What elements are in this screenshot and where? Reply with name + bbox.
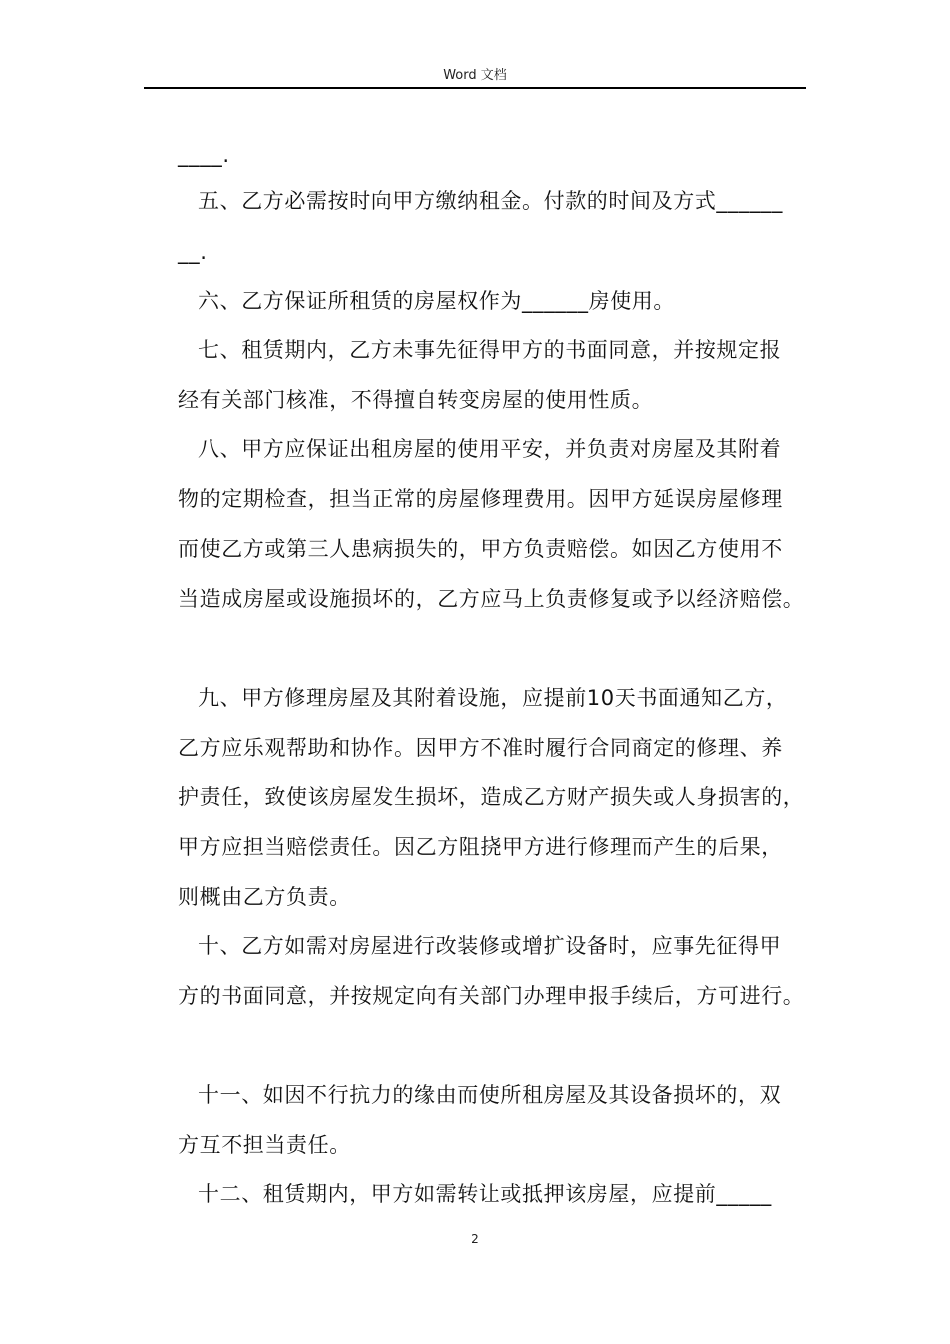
text-line: 则概由乙方负责。 xyxy=(178,885,351,909)
text-line: 护责任，致使该房屋发生损坏，造成乙方财产损失或人身损害的， xyxy=(178,785,805,809)
page-number: 2 xyxy=(471,1232,479,1246)
text-line: 十二、租赁期内，甲方如需转让或抵押该房屋，应提前_____ xyxy=(198,1182,772,1206)
text-line: ____. xyxy=(178,143,230,167)
text-line: 九、甲方修理房屋及其附着设施，应提前10天书面通知乙方， xyxy=(198,686,788,710)
text-line: 六、乙方保证所租赁的房屋权作为______房使用。 xyxy=(198,289,675,313)
text-line: 方互不担当责任。 xyxy=(178,1133,351,1157)
text-line: 而使乙方或第三人患病损失的，甲方负责赔偿。如因乙方使用不 xyxy=(178,537,783,561)
text-line: 当造成房屋或设施损坏的，乙方应马上负责修复或予以经济赔偿。 xyxy=(178,587,805,611)
text-line: 十、乙方如需对房屋进行改装修或增扩设备时，应事先征得甲 xyxy=(198,934,782,958)
page-header-title: Word 文档 xyxy=(443,68,507,83)
text-line: 甲方应担当赔偿责任。因乙方阻挠甲方进行修理而产生的后果， xyxy=(178,835,783,859)
text-line: 八、甲方应保证出租房屋的使用平安，并负责对房屋及其附着 xyxy=(198,437,782,461)
text-line: __. xyxy=(178,240,208,264)
text-line: 物的定期检查，担当正常的房屋修理费用。因甲方延误房屋修理 xyxy=(178,487,783,511)
text-line: 经有关部门核准，不得擅自转变房屋的使用性质。 xyxy=(178,388,654,412)
text-line: 十一、如因不行抗力的缘由而使所租房屋及其设备损坏的，双 xyxy=(198,1083,782,1107)
text-line: 乙方应乐观帮助和协作。因甲方不准时履行合同商定的修理、养 xyxy=(178,736,783,760)
text-line: 五、乙方必需按时向甲方缴纳租金。付款的时间及方式______ xyxy=(198,189,783,213)
text-line: 七、租赁期内，乙方未事先征得甲方的书面同意，并按规定报 xyxy=(198,338,782,362)
text-line: 方的书面同意，并按规定向有关部门办理申报手续后，方可进行。 xyxy=(178,984,805,1008)
